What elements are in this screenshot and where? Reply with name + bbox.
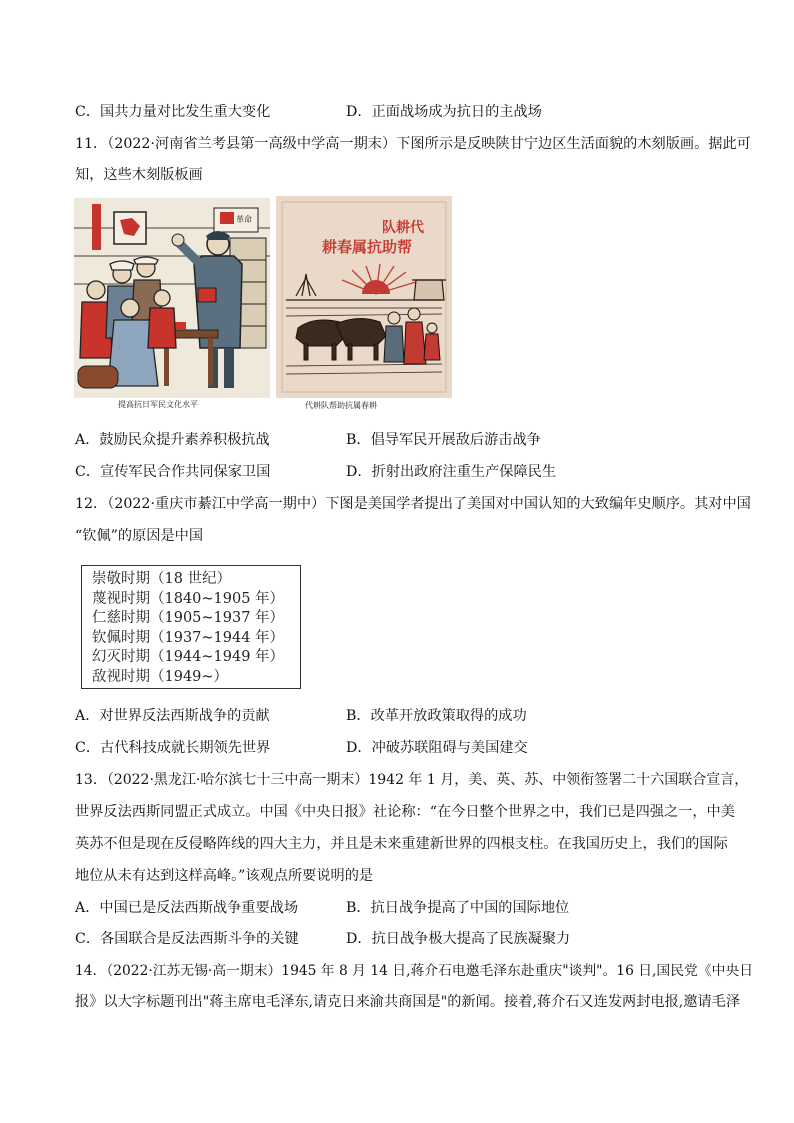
timeline-entry: 敌视时期（1949~） bbox=[92, 668, 229, 685]
q12-option-a: A．对世界反法西斯战争的贡献 bbox=[75, 708, 270, 724]
timeline-entry: 幻灭时期（1944~1949 年） bbox=[92, 649, 285, 666]
q12-stem-line2: “钦佩”的原因是中国 bbox=[75, 528, 204, 544]
q13-option-b: B．抗日战争提高了中国的国际地位 bbox=[346, 900, 570, 916]
q11-stem-line2: 知，这些木刻版板画 bbox=[75, 167, 203, 183]
woodcut-image-literacy bbox=[74, 198, 270, 398]
q13-option-d: D．抗日战争极大提高了民族凝聚力 bbox=[346, 931, 571, 947]
woodcut-title-line1: 队耕代 bbox=[382, 220, 424, 236]
woodcut-poster-text: 革命 bbox=[236, 215, 252, 224]
q14-stem-line1: 14．（2022·江苏无锡·高一期末）1945 年 8 月 14 日,蒋介石电邀毛泽东赴重庆"谈判"。16 日,国民党《中央日 bbox=[75, 963, 754, 979]
q13-stem-line1: 13．（2022·黑龙江·哈尔滨七十三中高一期末）1942 年 1 月，美、英、苏、中领衔签署二十六国联合宣言， bbox=[75, 772, 749, 788]
q11-option-a: A．鼓励民众提升素养积极抗战 bbox=[75, 432, 270, 448]
woodcut-caption-literacy: 提高抗日军民文化水平 bbox=[118, 400, 198, 409]
q13-option-c: C．各国联合是反法西斯斗争的关键 bbox=[75, 931, 299, 947]
q13-stem-line2: 世界反法西斯同盟正式成立。中国《中央日报》社论称：“在今日整个世界之中，我们已是四强之一，中美 bbox=[75, 804, 735, 820]
q13-stem-line3: 英苏不但是现在反侵略阵线的四大主力，并且是未来重建新世界的四根支柱。在我国历史上，我们的国际 bbox=[75, 836, 728, 852]
q10-option-c: C．国共力量对比发生重大变化 bbox=[75, 104, 271, 120]
q11-option-b: B．倡导军民开展敌后游击战争 bbox=[346, 432, 541, 448]
q13-stem-line4: 地位从未有达到这样高峰。”该观点所要说明的是 bbox=[75, 868, 374, 884]
timeline-entry: 崇敬时期（18 世纪） bbox=[92, 571, 232, 587]
timeline-entry: 仁慈时期（1905~1937 年） bbox=[92, 610, 285, 627]
woodcut-caption-farming: 代耕队帮助抗属春耕 bbox=[305, 401, 377, 410]
q11-option-c: C．宣传军民合作共同保家卫国 bbox=[75, 464, 271, 480]
q12-option-d: D．冲破苏联阻碍与美国建交 bbox=[346, 740, 528, 756]
q12-stem-line1: 12．（2022·重庆市綦江中学高一期中）下图是美国学者提出了美国对中国认知的大致编年史顺序。其对中国 bbox=[75, 496, 751, 512]
us-perception-timeline-box bbox=[81, 565, 301, 689]
woodcut-title-line2: 耕春属抗助帮 bbox=[322, 238, 413, 256]
q12-option-b: B．改革开放政策取得的成功 bbox=[346, 708, 527, 724]
q11-option-d: D．折射出政府注重生产保障民生 bbox=[346, 464, 557, 480]
q14-stem-line2: 报》以大字标题刊出"蒋主席电毛泽东,请克日来渝共商国是"的新闻。接着,蒋介石又连发两封电报,邀请毛泽 bbox=[75, 994, 741, 1010]
woodcut-image-farming bbox=[276, 196, 452, 398]
timeline-entry: 蔑视时期（1840~1905 年） bbox=[92, 590, 285, 607]
q13-option-a: A．中国已是反法西斯战争重要战场 bbox=[75, 900, 299, 916]
timeline-entry: 钦佩时期（1937~1944 年） bbox=[92, 629, 285, 646]
q12-option-c: C．古代科技成就长期领先世界 bbox=[75, 740, 271, 756]
q11-stem-line1: 11．（2022·河南省兰考县第一高级中学高一期末）下图所示是反映陕甘宁边区生活面貌的木刻版画。据此可 bbox=[75, 136, 751, 152]
q10-option-d: D．正面战场成为抗日的主战场 bbox=[346, 104, 542, 120]
